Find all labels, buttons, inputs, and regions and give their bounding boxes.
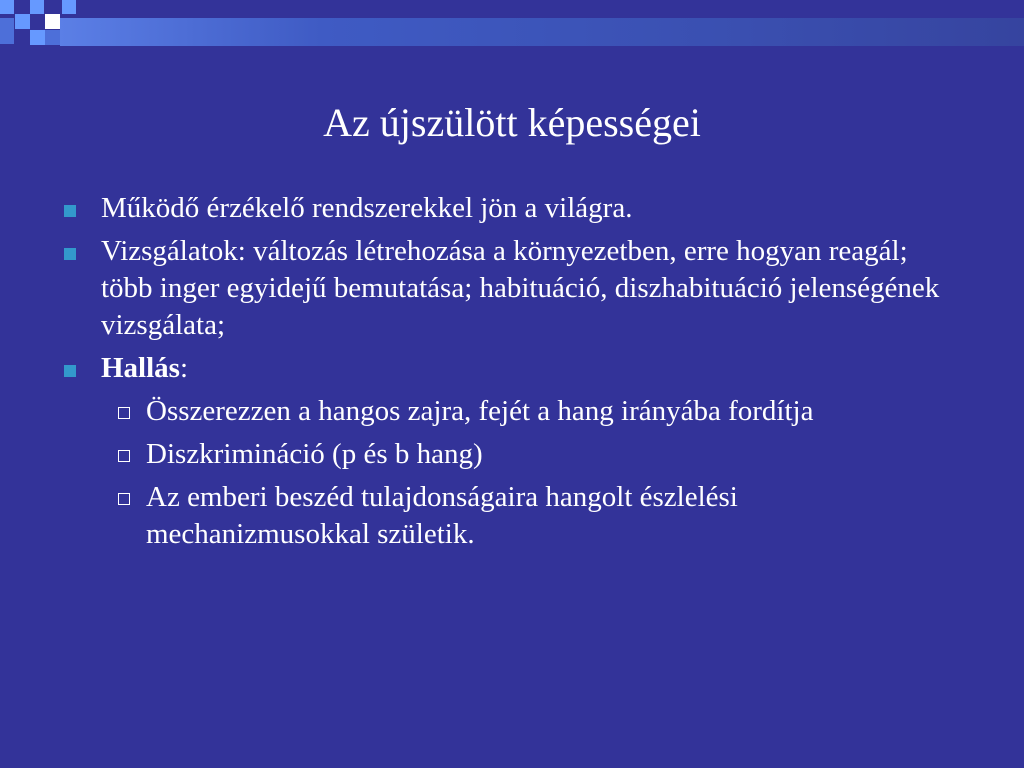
- header-decoration-bar: [60, 18, 1024, 46]
- sub-bullet-item: [60, 479, 960, 553]
- bullet-text: Vizsgálatok: változás létrehozása a környezetben, erre hogyan reagál; több inger egyidejű bemutatása; habituáció, diszhabituáció jelenségének vizsgálata;: [101, 235, 940, 341]
- sub-bullet-item: [60, 436, 960, 473]
- bullet-text-suffix: :: [179, 352, 189, 384]
- bullet-bold-text: Hallás: [101, 352, 180, 384]
- hollow-square-bullet-icon: [118, 450, 130, 462]
- bullet-item: [60, 350, 960, 387]
- sub-bullet-item: [60, 393, 960, 430]
- slide-content: [60, 190, 960, 559]
- decoration-bar-segment: [320, 18, 1024, 46]
- sub-bullet-text: Diszkrimináció (p és b hang): [146, 438, 483, 470]
- decoration-square: [30, 0, 44, 14]
- decoration-square: [15, 14, 30, 29]
- square-bullet-icon: [64, 365, 76, 377]
- hollow-square-bullet-icon: [118, 493, 130, 505]
- decoration-square: [45, 14, 60, 29]
- hollow-square-bullet-icon: [118, 407, 130, 419]
- slide-title: Az újszülött képességei: [323, 99, 701, 145]
- decoration-square: [0, 18, 14, 44]
- corner-decoration: [0, 0, 120, 50]
- decoration-square: [0, 0, 14, 14]
- decoration-square: [45, 30, 60, 45]
- bullet-item: [60, 190, 960, 227]
- square-bullet-icon: [64, 205, 76, 217]
- sub-bullet-text: Az emberi beszéd tulajdonságaira hangolt észlelési mechanizmusokkal születik.: [146, 481, 738, 550]
- square-bullet-icon: [64, 248, 76, 260]
- decoration-square: [30, 30, 45, 45]
- decoration-square: [62, 0, 76, 14]
- sub-bullet-text: Összerezzen a hangos zajra, fejét a hang irányába fordítja: [146, 395, 814, 427]
- bullet-text: Működő érzékelő rendszerekkel jön a világra.: [101, 192, 633, 224]
- bullet-item: [60, 233, 960, 344]
